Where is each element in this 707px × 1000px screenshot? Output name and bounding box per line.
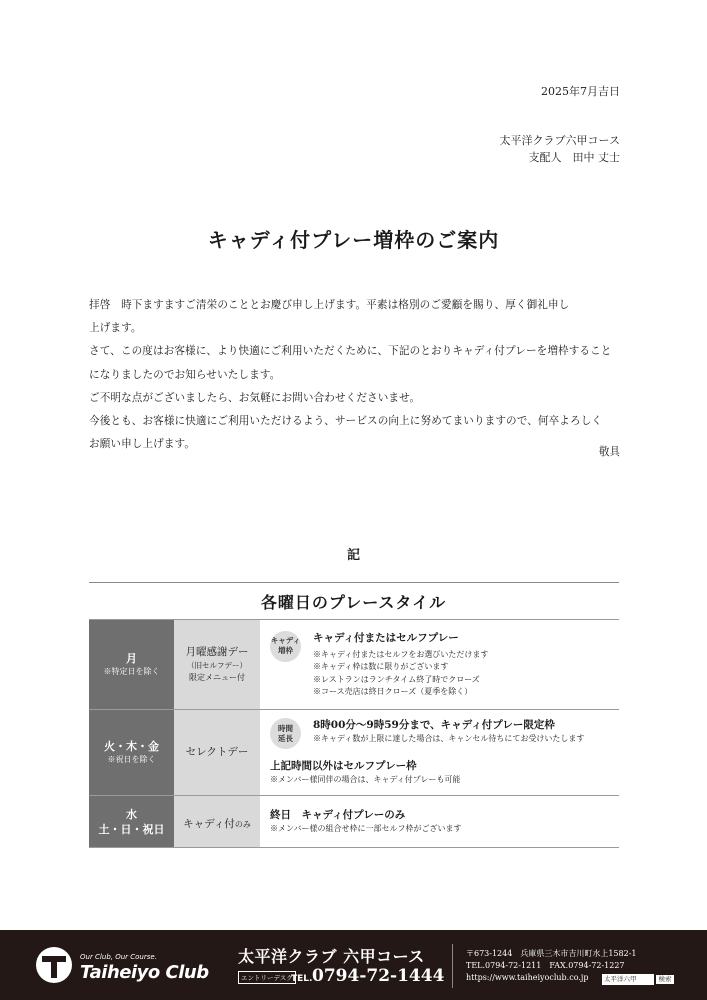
day-cell — [89, 796, 174, 848]
day-note: ※祝日を除く — [107, 755, 156, 764]
search-input[interactable]: 太平洋六甲 — [602, 974, 654, 985]
type-name: キャディ付 — [183, 817, 235, 830]
type-name: セレクトデー — [185, 746, 249, 758]
footer-divider — [452, 944, 453, 988]
body-line: さて、この度はお客様に、より快適にご利用いただくために、下記のとおりキャディ付プレーを増枠すること — [89, 345, 612, 358]
body-line: お願い申し上げます。 — [89, 438, 196, 451]
sender-manager: 支配人 田中 丈士 — [528, 151, 620, 164]
day-cell — [89, 710, 174, 796]
desc-heading: キャディ付またはセルフプレー — [313, 631, 459, 644]
type-cell — [174, 620, 260, 710]
day-name: 水 — [126, 807, 137, 821]
ki-heading: 記 — [346, 548, 360, 563]
desc-note: ※キャディ付またはセルフをお選びいただけます — [313, 649, 489, 659]
section-divider — [89, 582, 619, 583]
footer — [0, 930, 707, 1000]
closing-text: 敬具 — [598, 446, 620, 458]
desc-note: ※メンバー様の組合せ枠に一部セルフ枠がございます — [270, 823, 462, 833]
type-name: 月曜感謝デー — [185, 645, 249, 658]
sender-block — [500, 132, 620, 166]
desc-cell — [260, 620, 619, 710]
search-button[interactable]: 検索 — [655, 974, 675, 985]
entry-desk-label: エントリーデスク — [238, 971, 296, 984]
schedule-table — [89, 619, 619, 848]
footer-tel-fax: TEL.0794-72-1211 FAX.0794-72-1227 — [466, 961, 625, 970]
taiheiyo-logo-icon — [36, 947, 72, 983]
entry-tel[interactable]: 0794-72-1444 — [312, 966, 445, 986]
desc-note: ※レストランはランチタイム終了時でクローズ — [313, 674, 480, 684]
type-cell — [174, 796, 260, 848]
type-small: のみ — [234, 819, 251, 829]
day-note: ※特定日を除く — [103, 667, 160, 676]
sender-org: 太平洋クラブ六甲コース — [499, 134, 620, 147]
time-extension-badge: 時間 延長 — [270, 718, 301, 749]
letter-date: 2025年7月吉日 — [541, 85, 620, 98]
day-name: 月 — [126, 652, 137, 665]
tel-label: TEL. — [291, 974, 313, 984]
body-line: ご不明な点がございましたら、お気軽にお問い合わせくださいませ。 — [89, 391, 421, 404]
desc-cell — [260, 796, 619, 848]
course-name: 太平洋クラブ 六甲コース — [238, 947, 425, 966]
body-line: になりましたのでお知らせいたします。 — [89, 368, 281, 381]
desc-note: ※キャディ数が上限に達した場合は、キャンセル待ちにてお受けいたします — [313, 734, 585, 744]
body-line: 今後とも、お客様に快適にご利用いただけるよう、サービスの向上に努めてまいりますので、何卒よろしく — [89, 415, 603, 428]
caddie-increase-badge: キャディ 増枠 — [270, 631, 301, 662]
logo-brand: Taiheiyo Club — [80, 962, 209, 983]
letter-body — [89, 294, 619, 456]
desc-note: ※コース売店は終日クローズ（夏季を除く） — [313, 687, 473, 696]
type-sub2: 限定メニュー付 — [189, 672, 245, 682]
footer-address: 〒673-1244 兵庫県三木市吉川町水上1582-1 — [466, 949, 637, 958]
type-cell — [174, 710, 260, 796]
day-cell — [89, 620, 174, 710]
body-line: 上げます。 — [89, 322, 142, 335]
table-row — [89, 620, 619, 710]
type-sub: （旧セルフデー） — [187, 660, 247, 670]
day-name: 火・木・金 — [104, 740, 159, 753]
desc-note: ※キャディ枠は数に限りがございます — [313, 662, 449, 671]
page-title: キャディ付プレー増枠のご案内 — [207, 228, 500, 252]
desc-heading: 上記時間以外はセルフプレー枠 — [270, 760, 417, 773]
table-row — [89, 796, 619, 848]
desc-cell — [260, 710, 619, 796]
footer-url[interactable]: https://www.taiheiyoclub.co.jp — [466, 973, 589, 982]
body-line: 拝啓 時下ますますご清栄のこととお慶び申し上げます。平素は格別のご愛顧を賜り、厚く御礼申し — [89, 299, 570, 311]
desc-note: ※メンバー様同伴の場合は、キャディ付プレーも可能 — [270, 775, 461, 785]
desc-heading: 8時00分～9時59分まで、キャディ付プレー限定枠 — [313, 719, 555, 732]
section-title: 各曜日のプレースタイル — [260, 593, 447, 612]
day-name: 土・日・祝日 — [98, 822, 165, 836]
logo-tagline: Our Club, Our Course. — [80, 953, 157, 961]
table-row — [89, 710, 619, 796]
desc-heading: 終日 キャディ付プレーのみ — [270, 808, 406, 821]
